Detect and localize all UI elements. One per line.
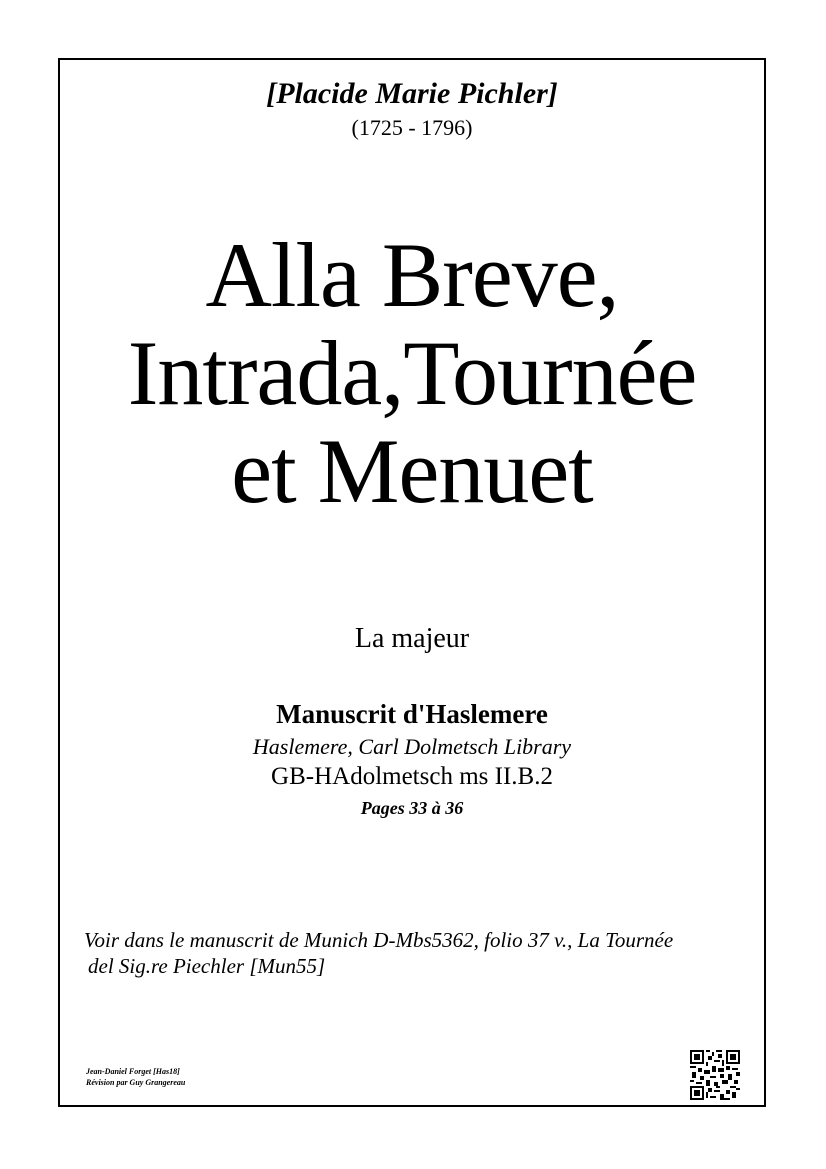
source-note — [84, 927, 744, 979]
title-line-1: Alla Breve, — [205, 224, 619, 326]
editor-credit: Jean-Daniel Forget [Has18] — [86, 1067, 180, 1076]
title-line-2: Intrada,Tournée — [127, 322, 697, 424]
manuscript-name: Manuscrit d'Haslemere — [276, 699, 548, 729]
source-note-line-1: Voir dans le manuscrit de Munich D-Mbs5362, folio 37 v., La Tournée — [84, 928, 674, 952]
composer-name: [Placide Marie Pichler] — [266, 77, 558, 110]
composer-dates: (1725 - 1796) — [351, 115, 473, 140]
title-line-3: et Menuet — [231, 420, 593, 522]
manuscript-library: Haslemere, Carl Dolmetsch Library — [252, 734, 572, 759]
manuscript-pages: Pages 33 à 36 — [360, 798, 464, 818]
work-title — [58, 226, 766, 520]
credits — [86, 1066, 185, 1088]
key-signature: La majeur — [354, 623, 470, 654]
manuscript-shelfmark: GB-HAdolmetsch ms II.B.2 — [271, 763, 553, 790]
qr-code-icon[interactable] — [690, 1050, 740, 1100]
revision-credit: Révision par Guy Grangereau — [86, 1078, 186, 1087]
source-note-line-2: del Sig.re Piechler [Mun55] — [88, 954, 326, 978]
